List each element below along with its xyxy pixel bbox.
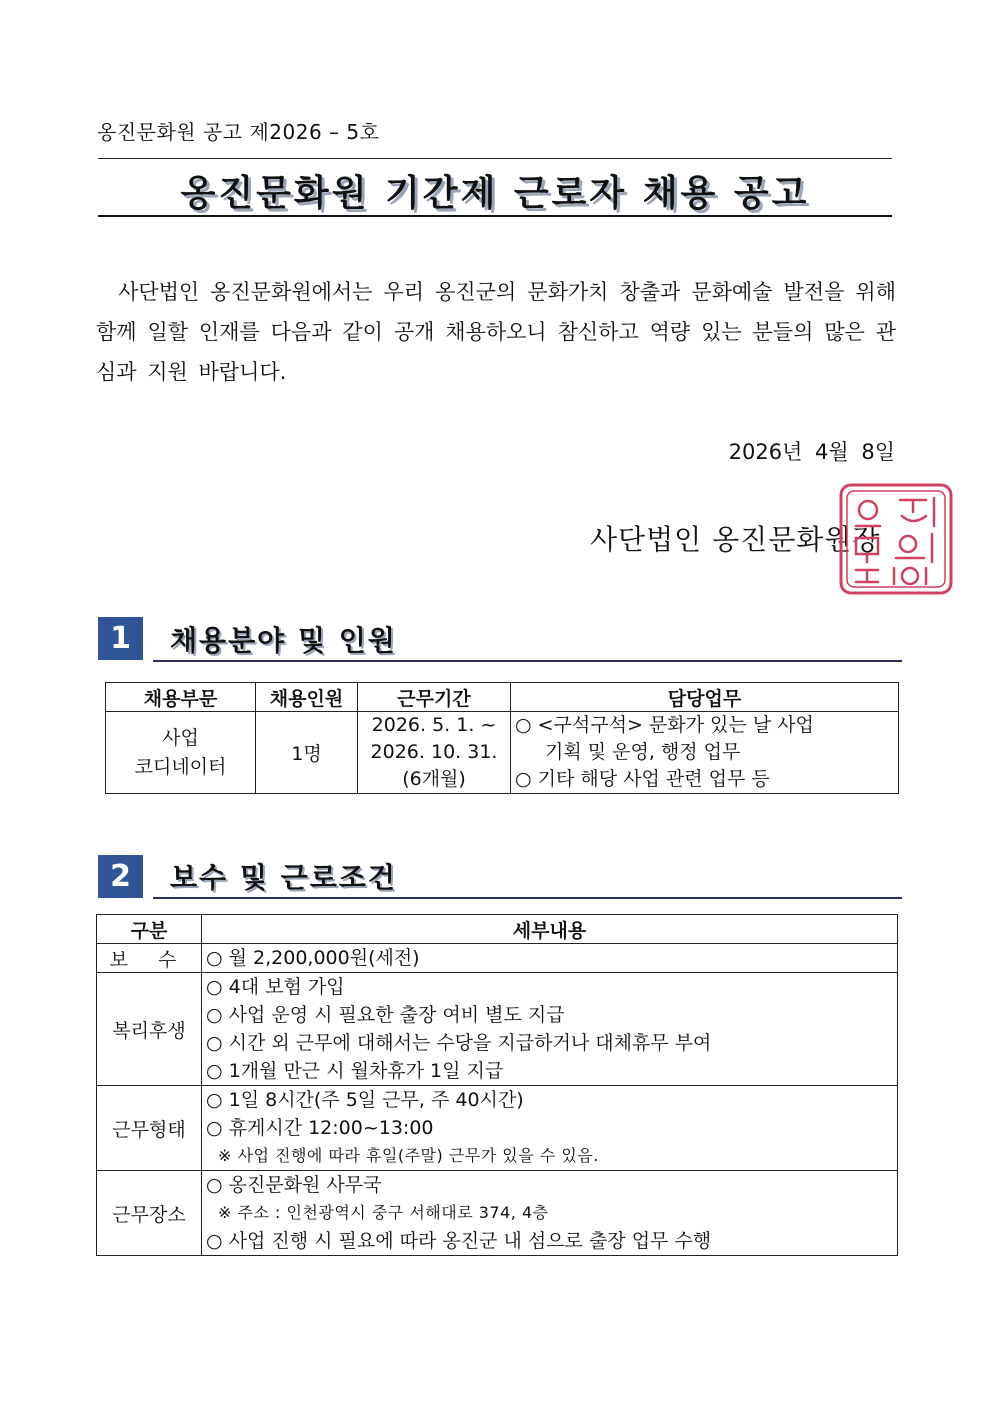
list-item: ○ 시간 외 근무에 대해서는 수당을 지급하거나 대체휴무 부여 xyxy=(206,1032,712,1054)
table-row xyxy=(97,944,898,973)
section1-number-badge: 1 xyxy=(98,617,143,660)
section2-title: 보수 및 근로조건 xyxy=(170,861,397,894)
period-line: (6개월) xyxy=(402,768,466,790)
period-line: 2026. 10. 31. xyxy=(370,741,498,763)
official-seal-icon xyxy=(838,482,954,596)
section1-title: 채용분야 및 인원 xyxy=(170,624,397,657)
intro-text: 사단법인 옹진문화원에서는 우리 옹진군의 문화가치 창출과 문화예술 발전을 위해 함께 일할 인재를 다음과 같이 공개 채용하오니 참신하고 역량 있는 분들의 많은 관심과 지원 바랍니다. xyxy=(96,280,896,384)
section1-underline xyxy=(153,660,902,662)
period-line: 2026. 5. 1. ~ xyxy=(371,714,497,736)
count-cell: 1명 xyxy=(256,712,358,794)
table-row xyxy=(97,1086,898,1171)
field-cell xyxy=(106,712,256,794)
work-type-note: ※ 사업 진행에 따라 휴일(주말) 근무가 있을 수 있음. xyxy=(218,1146,599,1165)
table-row xyxy=(106,712,899,794)
duty-item: ○ <구석구석> 문화가 있는 날 사업 xyxy=(515,714,814,736)
header-period: 근무기간 xyxy=(358,683,511,712)
header-field: 채용부문 xyxy=(106,683,256,712)
place-label: 근무장소 xyxy=(97,1171,202,1256)
signer-name: 사단법인 옹진문화원장 xyxy=(590,523,881,556)
header-category: 구분 xyxy=(97,915,202,944)
title-box xyxy=(98,158,892,217)
welfare-cell xyxy=(202,973,898,1086)
list-item: ○ 1일 8시간(주 5일 근무, 주 40시간) xyxy=(206,1089,524,1111)
field-line: 사업 xyxy=(162,726,199,749)
header-duties: 담당업무 xyxy=(511,683,899,712)
list-item: ○ 옹진문화원 사무국 xyxy=(206,1174,382,1196)
notice-date: 2026년 4월 8일 xyxy=(728,440,895,464)
list-item: ○ 휴게시간 12:00~13:00 xyxy=(206,1117,434,1139)
header-count: 채용인원 xyxy=(256,683,358,712)
list-item: ○ 4대 보험 가입 xyxy=(206,976,345,998)
address-note: ※ 주소 : 인천광역시 중구 서해대로 374, 4층 xyxy=(218,1203,549,1222)
section2-number-badge: 2 xyxy=(98,855,143,898)
work-type-label: 근무형태 xyxy=(97,1086,202,1171)
pay-value: ○ 월 2,200,000원(세전) xyxy=(202,944,898,973)
list-item: ○ 사업 진행 시 필요에 따라 옹진군 내 섬으로 출장 업무 수행 xyxy=(206,1230,712,1252)
list-item: ○ 사업 운영 시 필요한 출장 여비 별도 지급 xyxy=(206,1004,565,1026)
table-row xyxy=(97,1171,898,1256)
duties-cell xyxy=(511,712,899,794)
place-cell xyxy=(202,1171,898,1256)
pay-label: 보 수 xyxy=(97,944,202,973)
header-details: 세부내용 xyxy=(202,915,898,944)
duty-item-continued: 기획 및 운영, 행정 업무 xyxy=(545,741,741,763)
page-title: 옹진문화원 기간제 근로자 채용 공고 xyxy=(180,173,810,214)
notice-number: 옹진문화원 공고 제2026 – 5호 xyxy=(97,120,380,144)
table-row xyxy=(97,973,898,1086)
recruitment-table xyxy=(105,682,899,794)
section2-underline xyxy=(153,897,902,899)
welfare-label: 복리후생 xyxy=(97,973,202,1086)
conditions-table xyxy=(96,914,898,1256)
work-type-cell xyxy=(202,1086,898,1171)
list-item: ○ 1개월 만근 시 월차휴가 1일 지급 xyxy=(206,1060,504,1082)
field-line: 코디네이터 xyxy=(134,755,227,778)
period-cell xyxy=(358,712,511,794)
intro-paragraph xyxy=(96,272,896,392)
duty-item: ○ 기타 해당 사업 관련 업무 등 xyxy=(515,768,770,790)
